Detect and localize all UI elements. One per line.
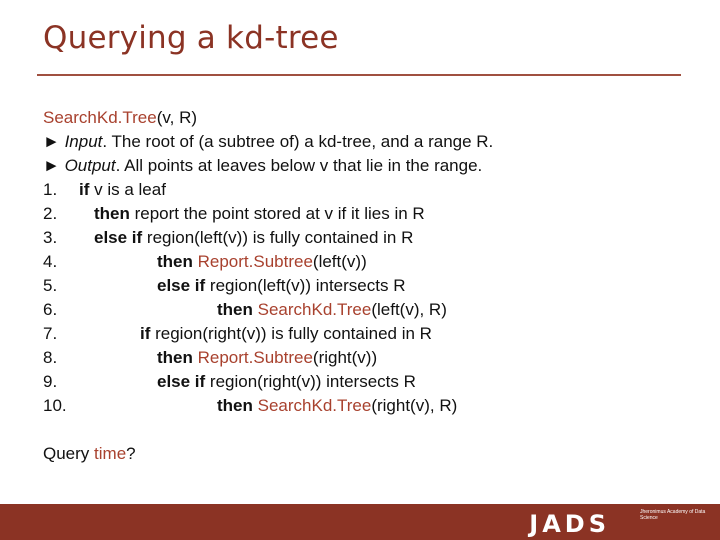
line-text: v is a leaf [89, 180, 166, 199]
function-call: Report.Subtree [192, 252, 313, 271]
code-line: 1. if v is a leaf [43, 180, 166, 199]
function-call: Report.Subtree [192, 348, 313, 367]
keyword: then [157, 348, 193, 367]
code-line: 6. then SearchKd.Tree(left(v), R) [43, 300, 447, 319]
line-text: (right(v), R) [371, 396, 458, 415]
keyword: then [217, 300, 253, 319]
code-line: 4. then Report.Subtree(left(v)) [43, 252, 367, 271]
query-word: Query [43, 444, 95, 463]
output-line [43, 154, 493, 178]
input-line [43, 130, 493, 154]
pseudocode-block [43, 106, 493, 466]
input-label: Input [64, 132, 103, 151]
keyword: then [217, 396, 253, 415]
line-body [157, 372, 416, 391]
line-body [79, 180, 166, 199]
jads-logo: JADS [529, 510, 610, 538]
slide-title: Querying a kd-tree [43, 20, 339, 56]
line-body [157, 252, 367, 271]
line-body [157, 276, 405, 295]
footer-bar [0, 504, 720, 540]
line-body [157, 348, 377, 367]
line-text: region(right(v)) intersects R [205, 372, 416, 391]
line-text: (left(v), R) [371, 300, 447, 319]
line-text: (left(v)) [312, 252, 367, 271]
time-word: time [94, 444, 127, 463]
arrow-icon: ► [43, 156, 60, 175]
question-mark: ? [126, 444, 136, 463]
input-text: . The root of (a subtree of) a kd-tree, and a range R. [102, 132, 494, 151]
code-line: 2. then report the point stored at v if it lies in R [43, 204, 425, 223]
keyword: else if [157, 276, 206, 295]
line-body [94, 204, 425, 223]
line-body [94, 228, 413, 247]
keyword: if [79, 180, 90, 199]
function-args: (v, R) [156, 108, 198, 127]
line-text: region(right(v)) is fully contained in R [150, 324, 432, 343]
line-text: region(left(v)) is fully contained in R [142, 228, 414, 247]
keyword: then [94, 204, 130, 223]
line-body [140, 324, 432, 343]
code-line: 10. then SearchKd.Tree(right(v), R) [43, 396, 458, 415]
keyword: if [140, 324, 151, 343]
code-line: 8. then Report.Subtree(right(v)) [43, 348, 378, 367]
keyword: else if [157, 372, 206, 391]
code-line: 5. else if region(left(v)) intersects R [43, 276, 406, 295]
code-line: 9. else if region(right(v)) intersects R [43, 372, 416, 391]
function-name: SearchKd.Tree [43, 108, 157, 127]
keyword: then [157, 252, 193, 271]
code-line: 7. if region(right(v)) is fully contained in R [43, 324, 432, 343]
code-line: 3. else if region(left(v)) is fully contained in R [43, 228, 414, 247]
line-text: (right(v)) [312, 348, 378, 367]
query-time-question [43, 442, 493, 466]
function-call: SearchKd.Tree [252, 300, 372, 319]
output-text: . All points at leaves below v that lie in the range. [115, 156, 483, 175]
logo-subtext: Jheronimus Academy of Data Science [640, 509, 706, 521]
line-body [217, 396, 457, 415]
line-body [217, 300, 447, 319]
function-header [43, 106, 493, 130]
keyword: else if [94, 228, 143, 247]
output-label: Output [64, 156, 116, 175]
line-text: report the point stored at v if it lies in R [129, 204, 425, 223]
title-divider [37, 74, 681, 76]
line-text: region(left(v)) intersects R [205, 276, 406, 295]
arrow-icon: ► [43, 132, 60, 151]
function-call: SearchKd.Tree [252, 396, 372, 415]
code-lines [43, 178, 493, 418]
